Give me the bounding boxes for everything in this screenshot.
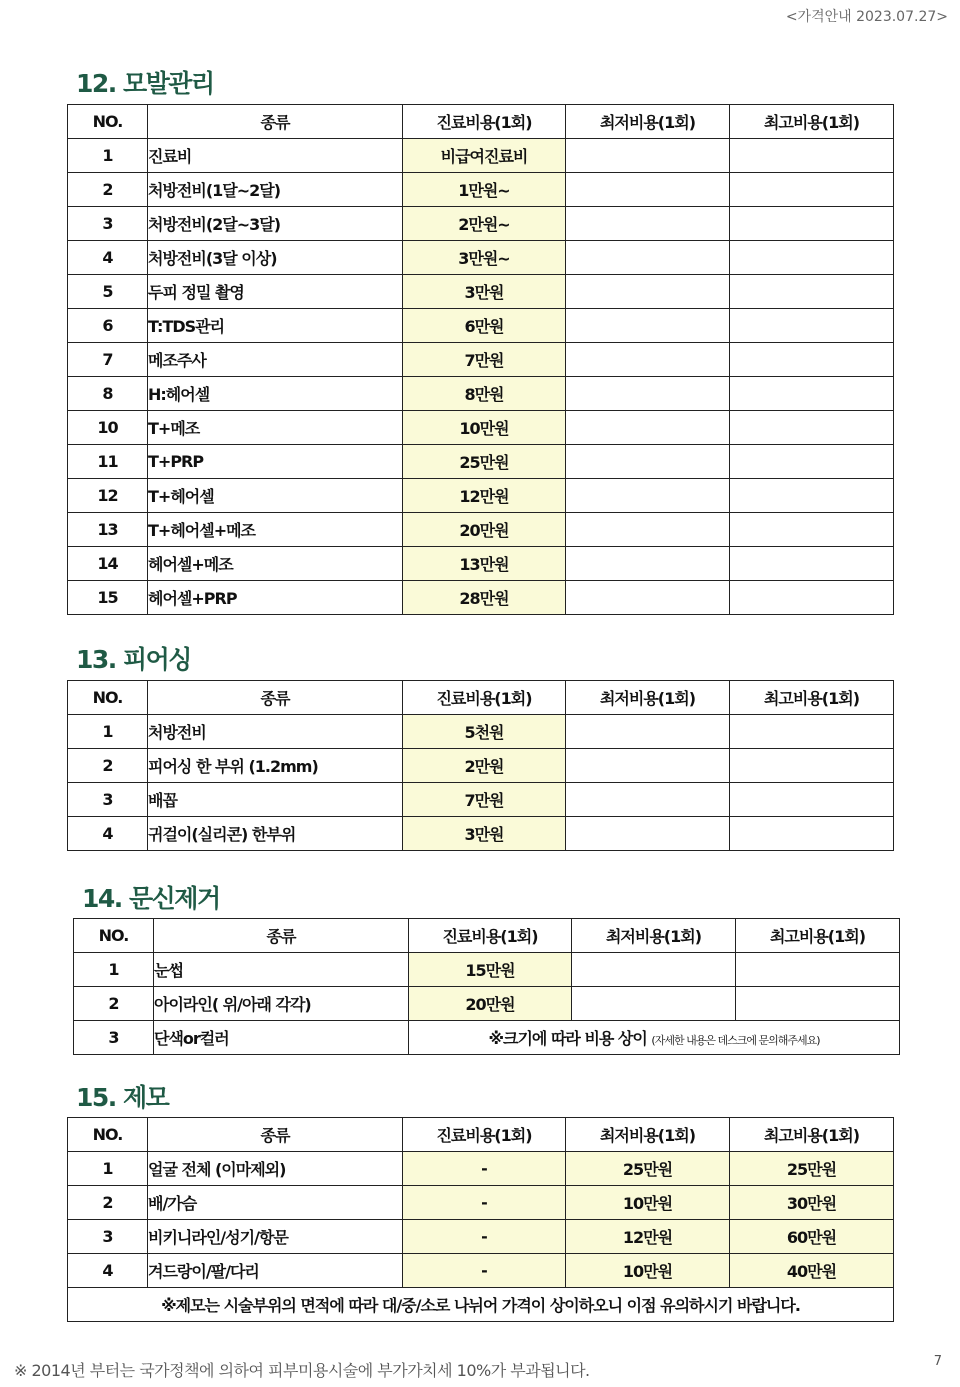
row-min: 10만원 bbox=[566, 1254, 730, 1288]
section-title-tattoo-removal: 14. 문신제거 bbox=[82, 884, 220, 913]
table-body bbox=[68, 139, 894, 615]
row-fee: 12만원 bbox=[403, 479, 566, 513]
row-no: 6 bbox=[68, 309, 148, 343]
row-max bbox=[730, 343, 894, 377]
col-min: 최저비용(1회) bbox=[566, 681, 730, 715]
row-no: 2 bbox=[74, 987, 154, 1021]
col-no: NO. bbox=[68, 1118, 148, 1152]
table-row bbox=[68, 547, 894, 581]
row-max: 40만원 bbox=[730, 1254, 894, 1288]
row-max bbox=[730, 581, 894, 615]
row-type: 메조주사 bbox=[148, 343, 403, 377]
col-type: 종류 bbox=[154, 919, 409, 953]
row-min bbox=[566, 411, 730, 445]
row-fee: 28만원 bbox=[403, 581, 566, 615]
table-row bbox=[68, 1254, 894, 1288]
row-fee: 20만원 bbox=[403, 513, 566, 547]
row-fee: 비급여진료비 bbox=[403, 139, 566, 173]
row-type: 헤어셀+PRP bbox=[148, 581, 403, 615]
row-type: 처방전비(2달~3달) bbox=[148, 207, 403, 241]
col-type: 종류 bbox=[148, 1118, 403, 1152]
row-type: 비키니라인/성기/항문 bbox=[148, 1220, 403, 1254]
vat-footer-note: ※ 2014년 부터는 국가정책에 의하여 피부미용시술에 부가가치세 10%가 부과됩니다. bbox=[14, 1361, 590, 1380]
row-no: 12 bbox=[68, 479, 148, 513]
row-no: 14 bbox=[68, 547, 148, 581]
table-row bbox=[74, 987, 900, 1021]
table-row bbox=[68, 173, 894, 207]
row-min: 10만원 bbox=[566, 1186, 730, 1220]
table-row bbox=[68, 581, 894, 615]
col-max: 최고비용(1회) bbox=[736, 919, 900, 953]
table-row bbox=[68, 1288, 894, 1322]
hair-removal-footnote: ※제모는 시술부위의 면적에 따라 대/중/소로 나뉘어 가격이 상이하오니 이점 유의하시기 바랍니다. bbox=[68, 1288, 894, 1322]
row-fee: 15만원 bbox=[409, 953, 572, 987]
row-fee: 6만원 bbox=[403, 309, 566, 343]
row-min bbox=[566, 783, 730, 817]
table-row bbox=[74, 953, 900, 987]
table-header-row bbox=[68, 1118, 894, 1152]
row-fee: 7만원 bbox=[403, 343, 566, 377]
table-row bbox=[68, 377, 894, 411]
table-row bbox=[68, 715, 894, 749]
section-title-piercing: 13. 피어싱 bbox=[76, 645, 191, 674]
row-fee: - bbox=[403, 1152, 566, 1186]
table-row bbox=[68, 1152, 894, 1186]
row-fee: 3만원 bbox=[403, 275, 566, 309]
col-min: 최저비용(1회) bbox=[566, 1118, 730, 1152]
page-number: 7 bbox=[933, 1354, 942, 1369]
row-max bbox=[730, 479, 894, 513]
row-fee: - bbox=[403, 1254, 566, 1288]
row-no: 3 bbox=[68, 783, 148, 817]
size-note-text: ※크기에 따라 비용 상이 bbox=[488, 1029, 647, 1048]
row-no: 11 bbox=[68, 445, 148, 479]
col-no: NO. bbox=[68, 681, 148, 715]
row-fee: 25만원 bbox=[403, 445, 566, 479]
table-row bbox=[74, 1021, 900, 1055]
table-header-row bbox=[68, 105, 894, 139]
size-note-detail: (자세한 내용은 데스크에 문의해주세요) bbox=[651, 1034, 820, 1047]
row-max: 30만원 bbox=[730, 1186, 894, 1220]
row-max bbox=[730, 817, 894, 851]
row-max: 60만원 bbox=[730, 1220, 894, 1254]
row-min bbox=[566, 377, 730, 411]
row-fee: 10만원 bbox=[403, 411, 566, 445]
row-min bbox=[566, 139, 730, 173]
row-no: 8 bbox=[68, 377, 148, 411]
row-fee: 2만원~ bbox=[403, 207, 566, 241]
row-no: 10 bbox=[68, 411, 148, 445]
col-fee: 진료비용(1회) bbox=[403, 105, 566, 139]
row-type: 눈썹 bbox=[154, 953, 409, 987]
row-min bbox=[566, 479, 730, 513]
row-min: 12만원 bbox=[566, 1220, 730, 1254]
table-row bbox=[68, 1220, 894, 1254]
row-fee: 2만원 bbox=[403, 749, 566, 783]
tattoo-price-table bbox=[73, 918, 900, 1055]
row-type: T+PRP bbox=[148, 445, 403, 479]
col-min: 최저비용(1회) bbox=[566, 105, 730, 139]
row-max bbox=[730, 411, 894, 445]
row-type: H:헤어셀 bbox=[148, 377, 403, 411]
row-max bbox=[730, 715, 894, 749]
row-type: 처방전비(1달~2달) bbox=[148, 173, 403, 207]
row-min bbox=[566, 207, 730, 241]
row-type: T:TDS관리 bbox=[148, 309, 403, 343]
table-row bbox=[68, 513, 894, 547]
row-no: 4 bbox=[68, 1254, 148, 1288]
row-max bbox=[730, 445, 894, 479]
size-note bbox=[409, 1021, 900, 1055]
row-max bbox=[730, 173, 894, 207]
row-fee: 5천원 bbox=[403, 715, 566, 749]
col-no: NO. bbox=[74, 919, 154, 953]
row-type: T+헤어셀 bbox=[148, 479, 403, 513]
table-row bbox=[68, 817, 894, 851]
row-max bbox=[730, 309, 894, 343]
row-type: 배꼽 bbox=[148, 783, 403, 817]
note-row-body bbox=[74, 1021, 900, 1055]
row-no: 4 bbox=[68, 817, 148, 851]
row-type: 단색or컬러 bbox=[154, 1021, 409, 1055]
table-row bbox=[68, 749, 894, 783]
row-fee: 8만원 bbox=[403, 377, 566, 411]
row-no: 15 bbox=[68, 581, 148, 615]
document-date: <가격안내 2023.07.27> bbox=[785, 9, 948, 25]
col-type: 종류 bbox=[148, 105, 403, 139]
table-header-row bbox=[68, 681, 894, 715]
row-no: 2 bbox=[68, 749, 148, 783]
row-type: T+헤어셀+메조 bbox=[148, 513, 403, 547]
col-max: 최고비용(1회) bbox=[730, 105, 894, 139]
table-row bbox=[68, 343, 894, 377]
row-no: 2 bbox=[68, 173, 148, 207]
row-no: 1 bbox=[68, 1152, 148, 1186]
table-header-row bbox=[74, 919, 900, 953]
row-fee: 7만원 bbox=[403, 783, 566, 817]
col-fee: 진료비용(1회) bbox=[403, 1118, 566, 1152]
table-row bbox=[68, 241, 894, 275]
table-row bbox=[68, 479, 894, 513]
row-type: 헤어셀+메조 bbox=[148, 547, 403, 581]
row-min bbox=[572, 953, 736, 987]
row-no: 5 bbox=[68, 275, 148, 309]
row-min bbox=[566, 445, 730, 479]
row-min bbox=[566, 173, 730, 207]
row-min bbox=[566, 749, 730, 783]
row-min bbox=[566, 275, 730, 309]
col-max: 최고비용(1회) bbox=[730, 1118, 894, 1152]
col-fee: 진료비용(1회) bbox=[409, 919, 572, 953]
row-fee: 13만원 bbox=[403, 547, 566, 581]
section-title-hair: 12. 모발관리 bbox=[76, 69, 214, 98]
row-min bbox=[566, 309, 730, 343]
row-type: 피어싱 한 부위 (1.2mm) bbox=[148, 749, 403, 783]
table-body bbox=[68, 1152, 894, 1288]
row-no: 13 bbox=[68, 513, 148, 547]
row-no: 3 bbox=[68, 207, 148, 241]
row-max bbox=[730, 377, 894, 411]
hair-removal-price-table bbox=[67, 1117, 894, 1322]
col-fee: 진료비용(1회) bbox=[403, 681, 566, 715]
table-row bbox=[68, 275, 894, 309]
row-fee: 20만원 bbox=[409, 987, 572, 1021]
table-body bbox=[74, 953, 900, 1021]
row-min bbox=[566, 513, 730, 547]
row-no: 2 bbox=[68, 1186, 148, 1220]
table-row bbox=[68, 1186, 894, 1220]
table-row bbox=[68, 411, 894, 445]
footnote-row-body bbox=[68, 1288, 894, 1322]
row-type: 아이라인( 위/아래 각각) bbox=[154, 987, 409, 1021]
row-no: 1 bbox=[68, 715, 148, 749]
table-body bbox=[68, 715, 894, 851]
row-no: 4 bbox=[68, 241, 148, 275]
row-max: 25만원 bbox=[730, 1152, 894, 1186]
row-no: 1 bbox=[68, 139, 148, 173]
row-type: 두피 정밀 촬영 bbox=[148, 275, 403, 309]
table-row bbox=[68, 309, 894, 343]
row-max bbox=[730, 513, 894, 547]
row-fee: 1만원~ bbox=[403, 173, 566, 207]
col-min: 최저비용(1회) bbox=[572, 919, 736, 953]
row-min bbox=[572, 987, 736, 1021]
row-max bbox=[736, 987, 900, 1021]
row-fee: 3만원~ bbox=[403, 241, 566, 275]
table-row bbox=[68, 445, 894, 479]
row-type: 처방전비 bbox=[148, 715, 403, 749]
row-max bbox=[730, 275, 894, 309]
row-fee: - bbox=[403, 1220, 566, 1254]
row-max bbox=[730, 749, 894, 783]
table-row bbox=[68, 783, 894, 817]
row-fee: 3만원 bbox=[403, 817, 566, 851]
hair-price-table bbox=[67, 104, 894, 615]
row-type: 얼굴 전체 (이마제외) bbox=[148, 1152, 403, 1186]
col-max: 최고비용(1회) bbox=[730, 681, 894, 715]
row-max bbox=[730, 241, 894, 275]
piercing-price-table bbox=[67, 680, 894, 851]
row-min bbox=[566, 547, 730, 581]
row-max bbox=[730, 139, 894, 173]
row-no: 3 bbox=[68, 1220, 148, 1254]
table-row bbox=[68, 207, 894, 241]
row-type: 진료비 bbox=[148, 139, 403, 173]
row-max bbox=[730, 207, 894, 241]
row-type: 겨드랑이/팔/다리 bbox=[148, 1254, 403, 1288]
col-type: 종류 bbox=[148, 681, 403, 715]
row-min bbox=[566, 343, 730, 377]
table-row bbox=[68, 139, 894, 173]
row-min bbox=[566, 817, 730, 851]
row-fee: - bbox=[403, 1186, 566, 1220]
col-no: NO. bbox=[68, 105, 148, 139]
row-type: 처방전비(3달 이상) bbox=[148, 241, 403, 275]
row-type: 배/가슴 bbox=[148, 1186, 403, 1220]
row-min bbox=[566, 715, 730, 749]
row-min: 25만원 bbox=[566, 1152, 730, 1186]
row-no: 7 bbox=[68, 343, 148, 377]
row-min bbox=[566, 241, 730, 275]
row-type: T+메조 bbox=[148, 411, 403, 445]
row-min bbox=[566, 581, 730, 615]
row-no: 1 bbox=[74, 953, 154, 987]
section-title-hair-removal: 15. 제모 bbox=[76, 1083, 169, 1112]
row-max bbox=[736, 953, 900, 987]
row-no: 3 bbox=[74, 1021, 154, 1055]
row-max bbox=[730, 547, 894, 581]
row-type: 귀걸이(실리콘) 한부위 bbox=[148, 817, 403, 851]
row-max bbox=[730, 783, 894, 817]
